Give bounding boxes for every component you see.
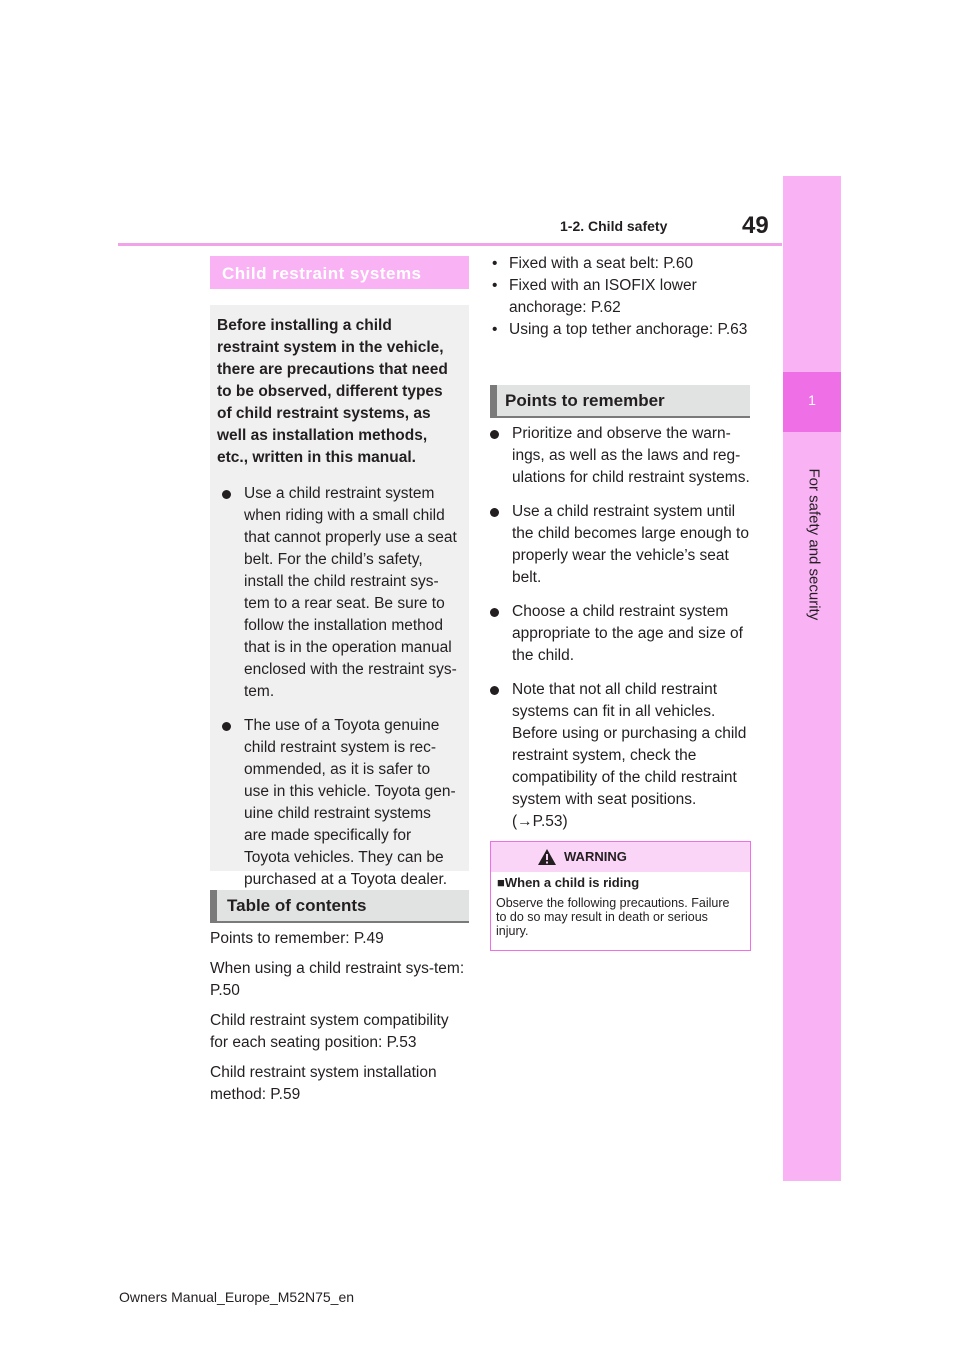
footer-doc-id: Owners Manual_Europe_M52N75_en	[119, 1289, 355, 1305]
points-heading: Points to remember	[490, 385, 750, 418]
toc-item[interactable]: Child restraint system installation method: P.59	[210, 1064, 437, 1103]
installation-method-list	[491, 253, 749, 341]
header-divider	[118, 243, 782, 246]
list-item: • Fixed with a seat belt: P.60	[492, 255, 694, 272]
list-item	[485, 601, 750, 667]
intro-text: Before installing a child restraint system in the vehicle, there are precautions that need to be observed, different types of child restraint systems, as well as installation methods, etc., written in this manual.	[217, 317, 448, 466]
intro-box	[210, 305, 469, 888]
bullet-text: Use a child restraint system until the child becomes large enough to properly wear the vehicle’s seat belt.	[512, 503, 749, 586]
warning-body: Observe the following precautions. Failure to do so may result in death or serious injury.	[496, 896, 730, 938]
list-item	[485, 423, 750, 489]
list-item	[217, 483, 457, 703]
bullet-text: The use of a Toyota genuine child restraint system is rec-ommended, as it is safer to use in this vehicle. Toyota gen-uine child restraint systems are made specifically for Toyota vehicles. They can be purchased at a Toyota dealer.	[244, 717, 456, 888]
list-item-text[interactable]: Fixed with an ISOFIX lower anchorage: P.62	[509, 277, 697, 316]
bullet-text: Choose a child restraint system appropriate to the age and size of the child.	[512, 603, 743, 664]
section-title-child-restraint: Child restraint systems	[210, 256, 469, 289]
toc-list	[210, 928, 469, 1114]
list-item: • Using a top tether anchorage: P.63	[492, 321, 748, 338]
bullet-icon	[222, 722, 231, 731]
bullet-icon	[222, 490, 231, 499]
bullet-text[interactable]: Note that not all child restraint systems can fit in all vehicles. Before using or purchasing a child restraint system, check the compatibility of the child restraint system with seat positions. (→P.53)	[512, 681, 747, 830]
toc-item[interactable]: When using a child restraint sys-tem: P.50	[210, 960, 465, 999]
list-item-text[interactable]: Fixed with a seat belt: P.60	[509, 255, 694, 272]
list-item: • Fixed with an ISOFIX lower anchorage: P.62	[492, 277, 697, 316]
bullet-text: Prioritize and observe the warn-ings, as well as the laws and reg-ulations for child restraint systems.	[512, 425, 750, 486]
chapter-number: 1	[808, 392, 816, 408]
warning-title: WARNING	[564, 849, 627, 864]
points-list	[485, 423, 750, 845]
list-item	[485, 679, 750, 833]
bullet-icon	[490, 430, 499, 439]
page-number: 49	[742, 212, 769, 239]
list-item	[485, 501, 750, 589]
toc-heading: Table of contents	[210, 890, 469, 923]
list-item	[217, 715, 457, 891]
chapter-side-strip	[783, 176, 841, 1181]
section-breadcrumb: 1-2. Child safety	[560, 218, 668, 234]
warning-subtitle: ■When a child is riding	[497, 875, 640, 890]
warning-header	[491, 842, 750, 872]
toc-item[interactable]: Child restraint system compatibility for each seating position: P.53	[210, 1012, 449, 1051]
bullet-icon	[490, 686, 499, 695]
bullet-icon	[490, 508, 499, 517]
list-item-text[interactable]: Using a top tether anchorage: P.63	[509, 321, 748, 338]
bullet-text: Use a child restraint system when riding with a small child that cannot properly use a seat belt. For the child’s safety, install the child restraint sys-tem to a rear seat. Be sure to follow the installation method that is in the operation manual enclosed with the restraint sys-tem.	[244, 485, 457, 700]
bullet-icon	[490, 608, 499, 617]
warning-icon	[537, 848, 557, 866]
toc-item[interactable]: Points to remember: P.49	[210, 930, 384, 947]
chapter-label: For safety and security	[805, 468, 823, 621]
